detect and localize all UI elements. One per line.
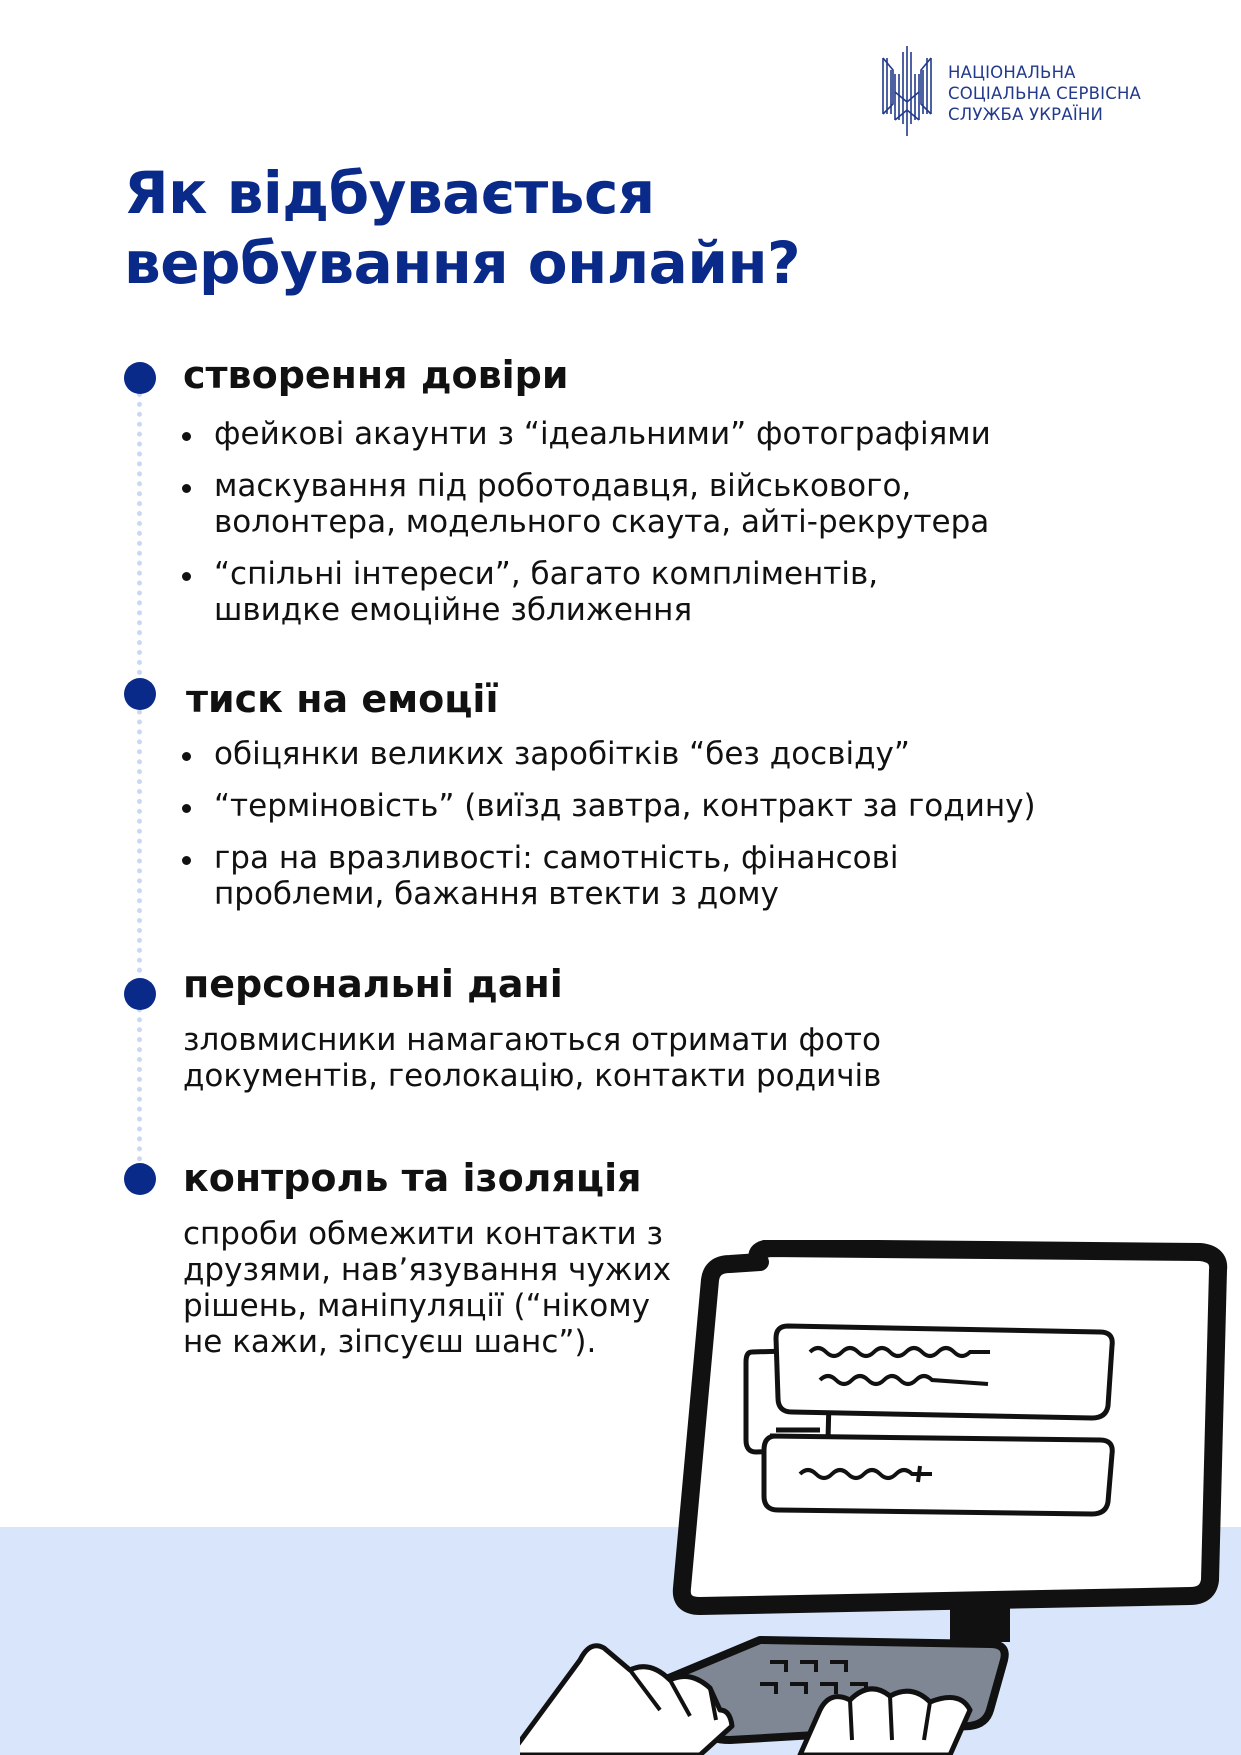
page-title <box>124 158 800 298</box>
section-title-control: контроль та ізоляція <box>183 1156 642 1200</box>
section-title-trust: створення довіри <box>183 353 569 397</box>
section-title-emotions: тиск на емоції <box>186 677 499 721</box>
timeline-dot-3 <box>124 978 156 1010</box>
logo-mark-icon <box>880 44 936 140</box>
computer-typing-hands-illustration <box>520 1240 1241 1755</box>
page-title-line-1: Як відбувається <box>124 159 655 227</box>
logo-text <box>948 62 1141 125</box>
logo-line-1: НАЦІОНАЛЬНА <box>948 63 1076 82</box>
timeline-dot-2 <box>124 678 156 710</box>
section-bullets-trust <box>182 416 991 644</box>
timeline-dot-1 <box>124 362 156 394</box>
list-item: обіцянки великих заробітків “без досвіду” <box>182 736 1036 772</box>
list-item: “спільні інтереси”, багато компліментів, швидке емоційне зближення <box>182 556 991 628</box>
list-item: “терміновість” (виїзд завтра, контракт за годину) <box>182 788 1036 824</box>
logo <box>880 44 1210 140</box>
section-bullets-emotions <box>182 736 1036 928</box>
logo-line-3: СЛУЖБА УКРАЇНИ <box>948 105 1104 124</box>
list-item: фейкові акаунти з “ідеальними” фотографіями <box>182 416 991 452</box>
section-title-personal-data: персональні дані <box>183 962 563 1006</box>
section-text-personal-data: зловмисники намагаються отримати фото документів, геолокацію, контакти родичів <box>183 1022 882 1094</box>
section-text-control: спроби обмежити контакти з друзями, нав’язування чужих рішень, маніпуляції (“нікому не кажи, зіпсуєш шанс”). <box>183 1216 672 1360</box>
page-title-line-2: вербування онлайн? <box>124 229 801 297</box>
timeline-dot-4 <box>124 1163 156 1195</box>
list-item: маскування під роботодавця, військового, волонтера, модельного скаута, айті-рекрутера <box>182 468 991 540</box>
list-item: гра на вразливості: самотність, фінансові проблеми, бажання втекти з дому <box>182 840 1036 912</box>
timeline-line <box>137 382 142 1172</box>
logo-line-2: СОЦІАЛЬНА СЕРВІСНА <box>948 84 1142 103</box>
